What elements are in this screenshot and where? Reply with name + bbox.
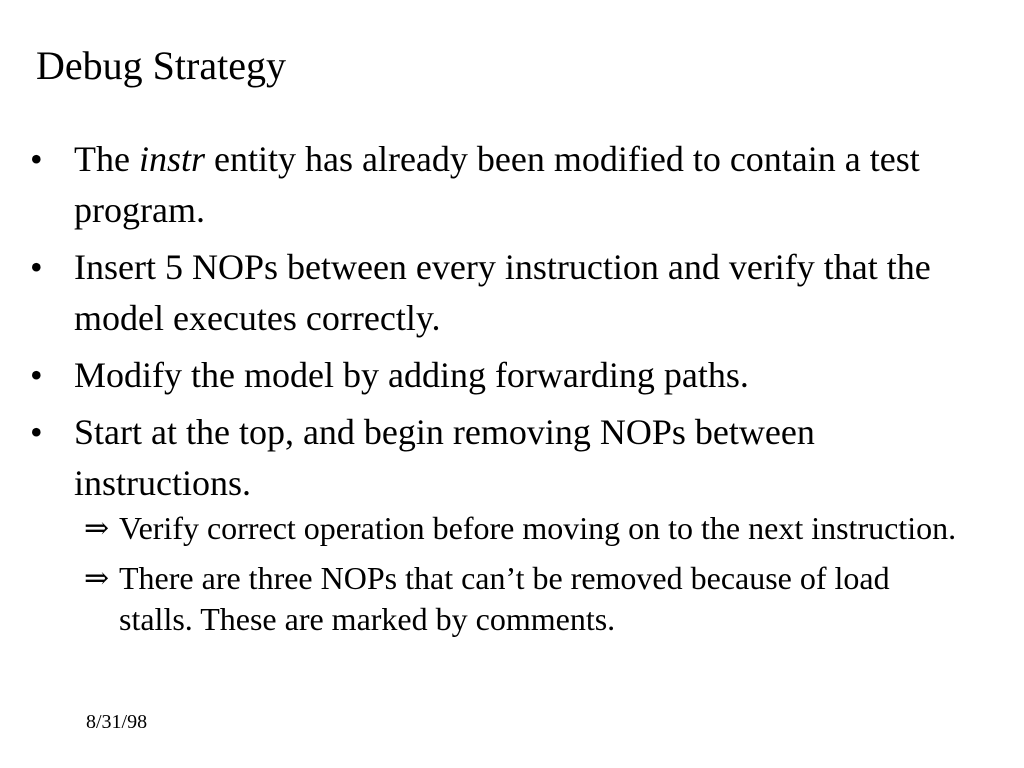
double-arrow-icon: ⇒	[84, 561, 110, 596]
bullet-text: Start at the top, and begin removing NOPs between instructions.	[74, 412, 815, 503]
bullet-item	[30, 350, 990, 401]
bullet-text-after: entity has already been modified to contain a test program.	[74, 139, 920, 230]
bullet-dot-icon: •	[30, 355, 43, 395]
sub-bullet-item	[84, 508, 964, 549]
bullet-text-before: The	[74, 139, 139, 179]
sub-bullet-text: Verify correct operation before moving on to the next instruction.	[119, 510, 957, 546]
footer-date: 8/31/98	[86, 711, 148, 733]
bullet-text: Insert 5 NOPs between every instruction and verify that the model executes correctly.	[74, 247, 931, 338]
double-arrow-icon: ⇒	[84, 511, 110, 546]
bullet-dot-icon: •	[30, 247, 43, 287]
bullet-dot-icon: •	[30, 139, 43, 179]
bullet-dot-icon: •	[30, 412, 43, 452]
sub-bullet-list	[84, 508, 964, 649]
bullet-list	[30, 134, 990, 515]
bullet-item	[30, 134, 990, 236]
bullet-emphasis: instr	[138, 139, 205, 179]
slide-title: Debug Strategy	[36, 43, 286, 88]
sub-bullet-text: There are three NOPs that can’t be removed because of load stalls. These are marked by comments.	[119, 560, 890, 637]
bullet-item	[30, 407, 990, 509]
bullet-text: Modify the model by adding forwarding paths.	[74, 355, 749, 395]
sub-bullet-item	[84, 558, 964, 640]
bullet-item	[30, 242, 990, 344]
